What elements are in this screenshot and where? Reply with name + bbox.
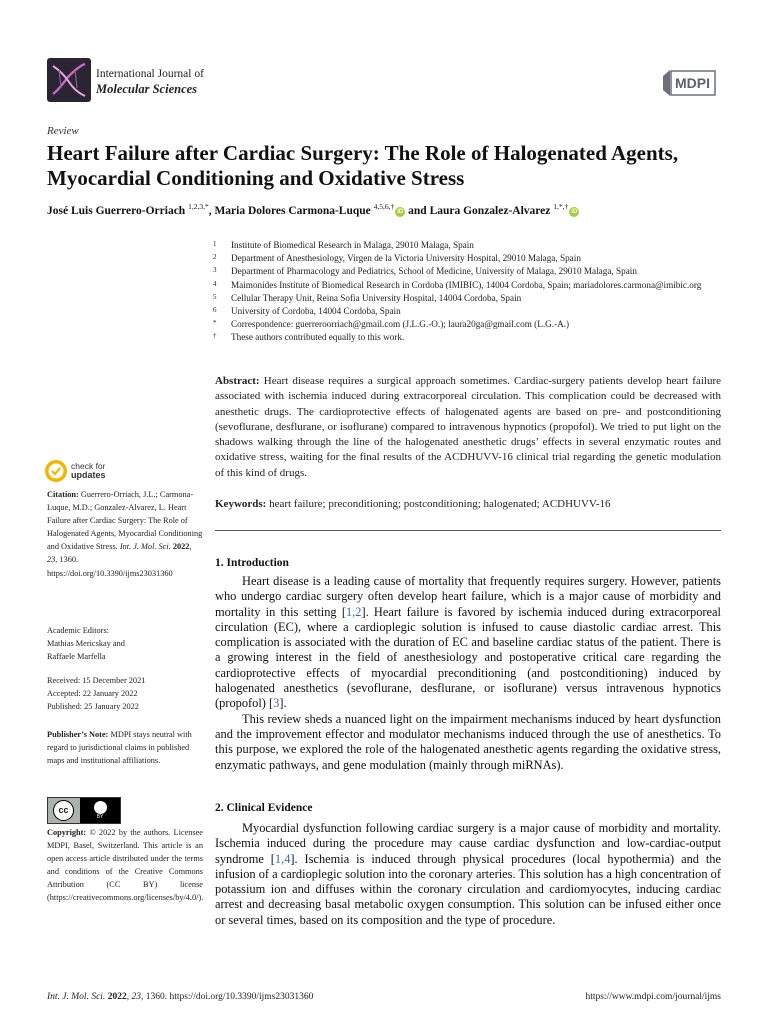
affiliation-mark: 2 [213, 253, 217, 262]
footer-year: 2022 [107, 992, 127, 1002]
check-updates-icon [44, 459, 68, 483]
section-heading-introduction: 1. Introduction [215, 557, 289, 569]
clinical-paragraph-1: Myocardial dysfunction following cardiac surgery is a major cause of morbidity and mortality. Ischemia induced during the procedure may cause cardiac dysfunction and low-cardiac-output syndrome [1,4]. Ischemia is induced through physical procedures (local hypothermia) and the infusion of a cardioplegic solution into the coronary arteries. This solution has a high concentration of potassium ion and diffuses within the coronary circulation and cardiomyocytes, inducing cardiac arrest and decreasing basal metabolic oxygen consumption. This solution can be infused either once or several times, based on its composition and the type of procedure. [215, 821, 722, 927]
footer-journal: Int. J. Mol. Sci. [47, 992, 106, 1002]
footer-doi[interactable]: , 1360. https://doi.org/10.3390/ijms23031360 [140, 992, 314, 1002]
affiliation-mark: 4 [213, 279, 217, 288]
citation-label: Citation: [47, 490, 79, 499]
citation-link[interactable]: 3 [273, 696, 280, 711]
intro-paragraph-2: This review sheds a nuanced light on the impairment mechanisms induced by heart dysfunction and the improvement effector and modulator mechanisms induced through the use of anesthetics. To this purpose, we explored the role of the halogenated anesthetic agents regarding the oxidative stress, enzymatic pathways, and gene modulation (mainly through miRNAs). [215, 711, 721, 772]
keywords [215, 498, 721, 510]
editors-names: Mathias Mericskay and Raffaele Marfella [47, 639, 125, 662]
affiliation-mark: 5 [213, 292, 217, 301]
author-name: Laura Gonzalez-Alvarez [429, 204, 551, 217]
author-affiliation-marks: 4,5,6,† [373, 202, 395, 211]
affiliation-item [213, 279, 733, 292]
affiliation-mark: † [213, 332, 217, 341]
affiliation-item [213, 331, 733, 344]
affiliation-mark: 6 [213, 306, 217, 315]
affiliation-item [213, 265, 733, 278]
footer-citation: Int. J. Mol. Sci. 2022, 23, 1360. https://doi.org/10.3390/ijms23031360 [47, 992, 314, 1002]
citation-doi[interactable]: , 1360. https://doi.org/10.3390/ijms23031360 [47, 555, 173, 578]
by-label: BY [96, 814, 104, 820]
section-clinical-evidence [215, 821, 721, 928]
affiliation-item [213, 239, 733, 252]
author-affiliation-marks: 1,2,3,* [188, 202, 209, 211]
affiliation-item [213, 318, 733, 331]
affiliation-text: These authors contributed equally to this work. [231, 332, 405, 343]
affiliation-mark: 3 [213, 266, 217, 275]
affiliation-text: Correspondence: guerreroorriach@gmail.com (J.L.G.-O.); laura20ga@gmail.com (L.G.-A.) [231, 319, 570, 330]
abstract-divider [215, 530, 721, 531]
journal-name-line1: International Journal of [96, 68, 204, 80]
citation-link[interactable]: 1,4 [274, 851, 291, 866]
publisher-logo [660, 68, 718, 103]
publisher-note [47, 728, 203, 767]
author-list [47, 202, 579, 217]
check-line1: check for [71, 461, 106, 471]
affiliation-item [213, 252, 733, 265]
affiliation-item [213, 292, 733, 305]
affiliation-list [213, 239, 733, 345]
copyright-block [47, 826, 203, 905]
journal-name-line2: Molecular Sciences [96, 82, 198, 96]
abstract-label: Abstract: [215, 375, 260, 387]
check-line2: updates [71, 470, 106, 480]
author-separator: and [405, 204, 430, 217]
citation-link[interactable]: 1,2 [345, 604, 362, 619]
keywords-label: Keywords: [215, 498, 267, 510]
accepted-date: Accepted: 22 January 2022 [47, 689, 138, 699]
section-introduction [215, 574, 721, 773]
abstract [215, 374, 721, 481]
citation-journal: Int. J. Mol. Sci. [119, 542, 171, 552]
author-name: José Luis Guerrero-Orriach [47, 204, 186, 217]
affiliation-text: Department of Anesthesiology, Virgen de la Victoria University Hospital, 29010 Malaga, Spain [231, 253, 581, 264]
academic-editors [47, 624, 203, 663]
journal-logo-icon [47, 58, 91, 102]
author-name: Maria Dolores Carmona-Luque [214, 204, 371, 217]
orcid-icon[interactable]: iD [397, 208, 404, 215]
section-heading-clinical-evidence: 2. Clinical Evidence [215, 802, 313, 814]
abstract-text: Heart disease requires a surgical approach sometimes. Cardiac-surgery patients develop heart failure associated with ischemia induced during extracorporeal circulation. This complication could be decreased with anesthetic drugs. The cardioprotective effects of halogenated agents are based on pre- and postconditioning (sevoflurane, desflurane, or isoflurane) compared to intravenous hypnotics (propofol). We tried to put light on the shadows walking through the line of the halogenated anesthetic drugs’ effects in several enzymatic routes and oxidative stress, waiting for the final results of the ACDHUVV-16 clinical trial regarding the genetic modulation of this kind of drugs. [215, 375, 721, 479]
copyright-text: © 2022 by the authors. Licensee MDPI, Basel, Switzerland. This article is an open access article distributed under the terms and conditions of the Creative Commons Attribution (CC BY) license (https://creativecommons.org/licenses/by/4.0/). [47, 828, 204, 903]
article-type: Review [47, 125, 79, 137]
footer-journal-url[interactable]: https://www.mdpi.com/journal/ijms [585, 992, 721, 1002]
publisher-note-text: MDPI stays neutral with regard to jurisdictional claims in published maps and institutional affiliations. [47, 730, 192, 766]
affiliation-text: Cellular Therapy Unit, Reina Sofia University Hospital, 14004 Cordoba, Spain [231, 292, 522, 303]
by-area [80, 798, 120, 823]
affiliation-mark: 1 [213, 240, 217, 248]
affiliation-text: Institute of Biomedical Research in Malaga, 29010 Malaga, Spain [231, 240, 474, 250]
affiliation-text: Maimonides Institute of Biomedical Research in Cordoba (IMIBIC), 14004 Cordoba, Spain; mariadolores.carmona@imibic.org [231, 279, 702, 290]
citation-block: Citation: Guerrero-Orriach, J.L.; Carmona-Luque, M.D.; Gonzalez-Alvarez, L. Heart Failure after Cardiac Surgery: The Role of Halogenated Agents, Myocardial Conditioning and Oxidative Stress. Int. J. Mol. Sci. 2022, 23, 1360. https://doi.org/10.3390/ijms23031360 [47, 490, 203, 578]
intro-paragraph-1: Heart disease is a leading cause of mortality that frequently requires surgery. However, patients who undergo cardiac surgery often develop heart failure, which is a major cause of morbidity and mortality in this setting [1,2]. Heart failure is favored by ischemia induced during extracorporeal circulation (EC), where a cardioplegic solution is infused to cause diastolic cardiac arrest. This complication is associated with the duration of EC and baseline cardiac status of the patient. There is a growing interest in the field of anesthesiology and postoperative critical care regarding the cardioprotective effects of myocardial preconditioning (and postconditioning) induced by halogenated anesthetics (sevoflurane, desflurane, or isoflurane) versus intravenous hypnotics (propofol) [3]. [215, 574, 721, 711]
article-title: Heart Failure after Cardiac Surgery: The Role of Halogenated Agents, Myocardial Conditioning and Oxidative Stress [47, 141, 679, 190]
dates-block [47, 674, 203, 713]
orcid-icon[interactable]: iD [571, 208, 578, 215]
check-for-updates-badge[interactable] [44, 459, 106, 483]
copyright-label: Copyright: [47, 828, 87, 837]
attribution-icon [94, 801, 107, 814]
cc-icon: cc [53, 800, 74, 821]
citation-year: 2022 [172, 542, 190, 552]
affiliation-item [213, 305, 733, 318]
affiliation-text: University of Cordoba, 14004 Cordoba, Spain [231, 306, 401, 317]
citation-volume: 23 [47, 555, 56, 565]
publisher-note-label: Publisher’s Note: [47, 730, 109, 739]
author-affiliation-marks: 1,*,† [553, 202, 569, 211]
cc-by-license-badge[interactable] [47, 797, 121, 824]
published-date: Published: 25 January 2022 [47, 702, 139, 712]
footer-volume: 23 [131, 992, 141, 1002]
received-date: Received: 15 December 2021 [47, 676, 146, 685]
affiliation-text: Department of Pharmacology and Pediatrics, School of Medicine, University of Malaga, 29010 Malaga, Spain [231, 266, 637, 277]
affiliation-mark: * [213, 319, 217, 328]
keywords-text: heart failure; preconditioning; postconditioning; halogenated; ACDHUVV-16 [269, 498, 611, 510]
author-separator: , [208, 204, 215, 217]
editors-label: Academic Editors: [47, 626, 109, 635]
citation-text: Guerrero-Orriach, J.L.; Carmona-Luque, M.D.; Gonzalez-Alvarez, L. Heart Failure after Cardiac Surgery: The Role of Halogenated Agents, Myocardial Conditioning and Oxidative Stress. [47, 490, 203, 552]
publisher-logo-text: MDPI [675, 75, 710, 91]
